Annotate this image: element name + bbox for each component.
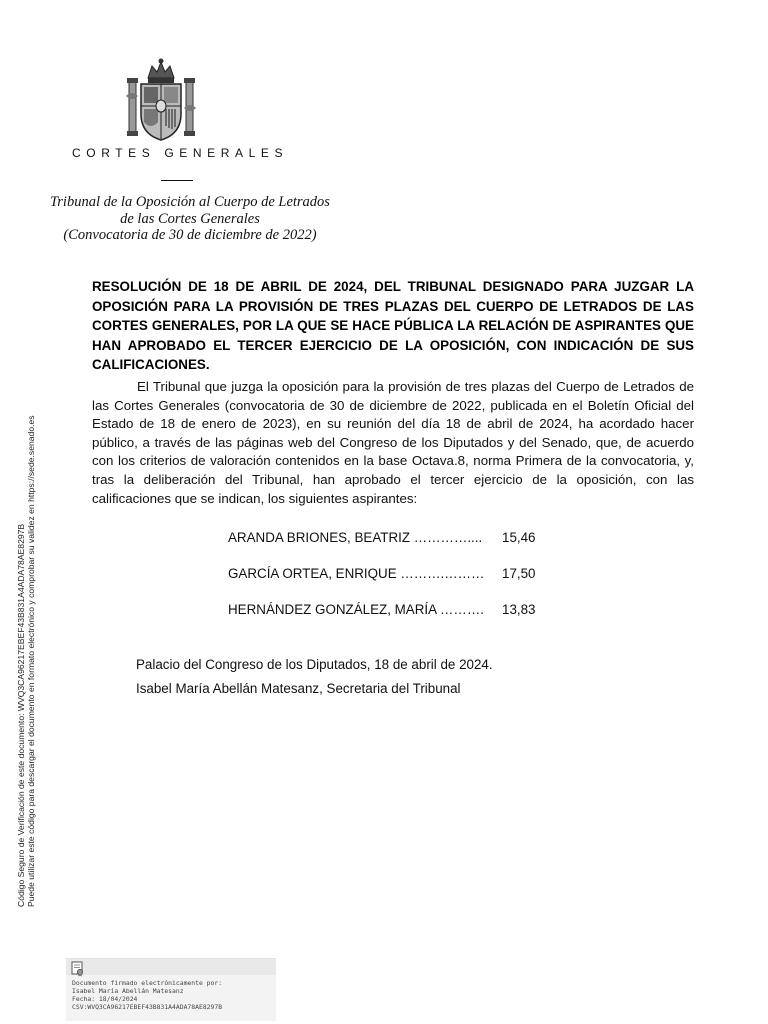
tribunal-line: Tribunal de la Oposición al Cuerpo de Letrados xyxy=(50,194,330,210)
header-divider xyxy=(161,180,193,181)
candidate-row xyxy=(228,566,558,585)
verification-url-line: Puede utilizar este código para descargar el documento en formato electrónico y comprobar su validez en https://sede.senado.es xyxy=(26,415,36,907)
signature-stamp xyxy=(66,958,276,1021)
signatory: Isabel María Abellán Matesanz, Secretaria del Tribunal xyxy=(136,681,461,696)
candidate-score: 17,50 xyxy=(502,566,536,581)
tribunal-heading xyxy=(30,194,350,244)
candidate-name: GARCÍA ORTEA, ENRIQUE ……….……… xyxy=(228,566,485,581)
candidate-name: HERNÁNDEZ GONZÁLEZ, MARÍA ………. xyxy=(228,602,484,617)
candidate-list xyxy=(228,530,558,638)
candidate-row xyxy=(228,602,558,621)
certificate-icon xyxy=(71,961,85,977)
coat-of-arms-emblem xyxy=(124,56,198,144)
candidate-row xyxy=(228,530,558,549)
candidate-score: 15,46 xyxy=(502,530,536,545)
stamp-line: CSV:WVQ3CA96217EBEF43B831A4ADA78AE8297B xyxy=(72,1003,223,1011)
stamp-line: Documento firmado electrónicamente por: xyxy=(72,979,223,987)
stamp-line: Fecha: 18/04/2024 xyxy=(72,995,138,1003)
resolution-body: El Tribunal que juzga la oposición para la provisión de tres plazas del Cuerpo de Letrados de las Cortes Generales (convocatoria de 30 de diciembre de 2022, publicada en el Boletín Oficial del Estado de 18 de enero de 2023), en su reunión del día 18 de abril de 2024, ha acordado hacer público, a través de las páginas web del Congreso de los Diputados y del Senado, que, de acuerdo con los criterios de valoración contenidos en la base Octava.8, norma Primera de la convocatoria, y, tras la deliberación del Tribunal, han aprobado el tercer ejercicio de la oposición, con las calificaciones que se indican, los siguientes aspirantes: xyxy=(92,379,694,506)
closing-block xyxy=(136,653,493,701)
candidate-score: 13,83 xyxy=(502,602,536,617)
stamp-header xyxy=(66,959,276,975)
institution-name: CORTES GENERALES xyxy=(72,146,289,160)
tribunal-line: (Convocatoria de 30 de diciembre de 2022) xyxy=(63,227,317,243)
verification-sidebar xyxy=(16,417,36,907)
stamp-line: Isabel María Abellán Matesanz xyxy=(72,987,184,995)
resolution-title: RESOLUCIÓN DE 18 DE ABRIL DE 2024, DEL TRIBUNAL DESIGNADO PARA JUZGAR LA OPOSICIÓN PARA LA PROVISIÓN DE TRES PLAZAS DEL CUERPO DE LETRADOS DE LAS CORTES GENERALES, POR LA QUE SE HACE PÚBLICA LA RELACIÓN DE ASPIRANTES QUE HAN APROBADO EL TERCER EJERCICIO DE LA OPOSICIÓN, CON INDICACIÓN DE SUS CALIFICACIONES. xyxy=(92,279,694,372)
tribunal-line: de las Cortes Generales xyxy=(120,210,260,227)
stamp-text xyxy=(72,979,222,1011)
verification-code-line: Código Seguro de Verificación de este documento: WVQ3CA96217EBEF43B831A4ADA78AE8297B xyxy=(16,523,26,907)
candidate-name: ARANDA BRIONES, BEATRIZ ………….... xyxy=(228,530,483,545)
place-date: Palacio del Congreso de los Diputados, 18 de abril de 2024. xyxy=(136,657,493,672)
